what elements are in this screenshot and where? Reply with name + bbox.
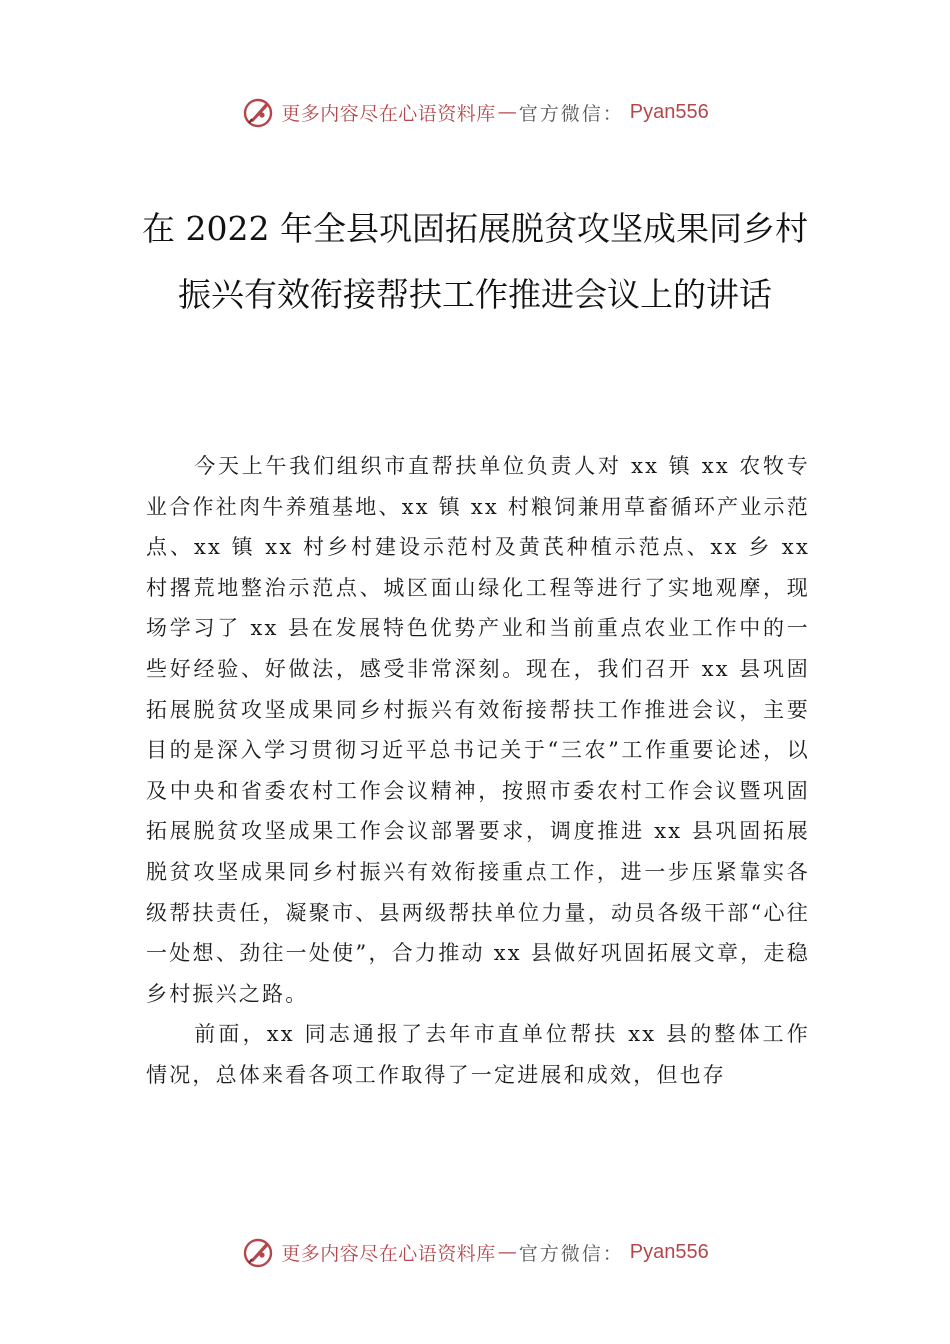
document-title: 在 2022 年全县巩固拓展脱贫攻坚成果同乡村振兴有效衔接帮扶工作推进会议上的讲话	[142, 209, 808, 314]
header-banner	[0, 92, 950, 132]
paragraph: 今天上午我们组织市直帮扶单位负责人对 xx 镇 xx 农牧专业合作社肉牛养殖基地、xx 镇 xx 村粮饲兼用草畜循环产业示范点、xx 镇 xx 村乡村建设示范村及黄芪种植示范点、xx 乡 xx 村撂荒地整治示范点、城区面山绿化工程等进行了实地观摩，现场学习了 xx 县在发展特色优势产业和当前重点农业工作中的一些好经验、好做法，感受非常深刻。现在，我们召开 xx 县巩固拓展脱贫攻坚成果同乡村振兴有效衔接帮扶工作推进会议，主要目的是深入学习贯彻习近平总书记关于“三农”工作重要论述，以及中央和省委农村工作会议精神，按照市委农村工作会议暨巩固拓展脱贫攻坚成果工作会议部署要求，调度推进 xx 县巩固拓展脱贫攻坚成果同乡村振兴有效衔接重点工作，进一步压紧靠实各级帮扶责任，凝聚市、县两级帮扶单位力量，动员各级干部“心往一处想、劲往一处使”，合力推动 xx 县做好巩固拓展文章，走稳乡村振兴之路。	[146, 454, 810, 1006]
paragraph: 前面，xx 同志通报了去年市直单位帮扶 xx 县的整体工作情况，总体来看各项工作取得了一定进展和成效，但也存	[146, 1022, 810, 1087]
document-body	[146, 446, 810, 1096]
banner-text: 更多内容尽在心语资料库	[281, 102, 496, 125]
footer-banner	[0, 1232, 950, 1272]
quill-seal-icon	[241, 95, 275, 129]
quill-seal-icon	[241, 1235, 275, 1269]
banner-text: 更多内容尽在心语资料库	[281, 1242, 496, 1265]
banner-wechat-label: 官方微信：	[518, 1242, 624, 1265]
banner-wechat-id: Pyan556	[629, 100, 709, 123]
banner-wechat-id: Pyan556	[629, 1240, 709, 1263]
banner-separator: —	[497, 1241, 517, 1263]
banner-separator: —	[497, 101, 517, 123]
banner-wechat-label: 官方微信：	[518, 102, 624, 125]
